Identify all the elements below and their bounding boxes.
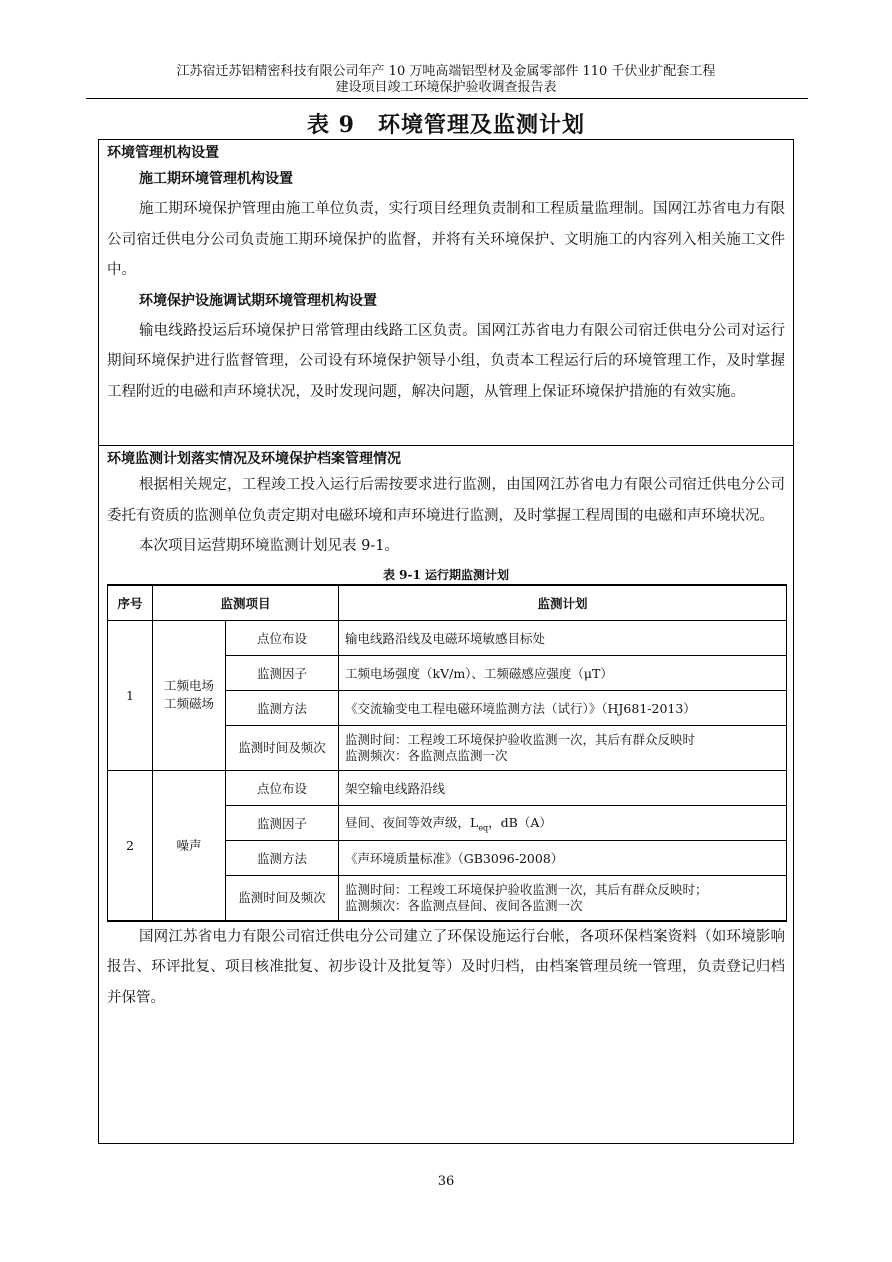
row-label: 点位布设 <box>226 770 339 805</box>
row-value <box>339 875 787 921</box>
row-label: 监测方法 <box>226 840 339 875</box>
page-title: 表 9 环境管理及监测计划 <box>307 112 585 138</box>
header-line-1: 江苏宿迁苏铝精密科技有限公司年产 10 万吨高端铝型材及金属零部件 110 千伏业扩配套工程 <box>176 64 716 79</box>
item-name <box>153 620 226 770</box>
header-plan: 监测计划 <box>339 585 787 621</box>
section-heading: 环境监测计划落实情况及环境保护档案管理情况 <box>107 451 401 467</box>
table-header-row <box>108 585 787 621</box>
row-value-line: 监测频次：各监测点昼间、夜间各监测一次 <box>345 897 583 913</box>
row-value <box>339 725 787 770</box>
row-label: 监测因子 <box>226 805 339 840</box>
content-frame <box>98 139 794 1144</box>
row-value: 架空输电线路沿线 <box>339 770 787 805</box>
row-label: 监测时间及频次 <box>226 725 339 770</box>
section-heading: 环境管理机构设置 <box>107 145 219 161</box>
monitoring-plan-table <box>107 584 787 922</box>
subscript: eq <box>478 823 489 833</box>
row-value-line: 监测时间：工程竣工环境保护验收监测一次，其后有群众反映时 <box>345 731 696 747</box>
header-no: 序号 <box>108 585 153 621</box>
paragraph: 施工期环境保护管理由施工单位负责，实行项目经理负责制和工程质量监理制。国网江苏省电力有限公司宿迁供电分公司负责施工期环境保护的监督，并将有关环境保护、文明施工的内容列入相关施工文件中。 <box>107 201 785 278</box>
row-value <box>339 805 787 840</box>
subheading-commissioning: 环境保护设施调试期环境管理机构设置 <box>139 292 377 309</box>
row-label: 监测时间及频次 <box>226 875 339 921</box>
row-label: 监测因子 <box>226 655 339 690</box>
section-monitoring <box>99 446 793 1143</box>
row-label: 监测方法 <box>226 690 339 725</box>
row-value-text: 昼间、夜间等效声级，L <box>345 814 479 830</box>
row-number: 2 <box>108 770 153 921</box>
item-name: 噪声 <box>153 770 226 921</box>
row-value: 输电线路沿线及电磁环境敏感目标处 <box>339 620 787 655</box>
row-label: 点位布设 <box>226 620 339 655</box>
item-name-line: 工频电场 <box>163 678 214 693</box>
header-divider <box>86 98 808 99</box>
table-row <box>108 620 787 655</box>
row-value-text: ，dB（A） <box>488 814 552 830</box>
paragraph: 输电线路投运后环境保护日常管理由线路工区负责。国网江苏省电力有限公司宿迁供电分公司对运行期间环境保护进行监督管理，公司设有环境保护领导小组，负责本工程运行后的环境管理工作，及时掌握工程附近的电磁和声环境状况，及时发现问题，解决问题，从管理上保证环境保护措施的有效实施。 <box>107 322 785 400</box>
row-number: 1 <box>108 620 153 770</box>
section-management <box>99 140 793 446</box>
row-value-line: 监测时间：工程竣工环境保护验收监测一次，其后有群众反映时； <box>345 881 708 897</box>
paragraph: 本次项目运营期环境监测计划见表 9-1。 <box>139 538 399 554</box>
row-value: 《交流输变电工程电磁环境监测方法（试行）》（HJ681-2013） <box>339 690 787 725</box>
table-caption: 表 9-1 运行期监测计划 <box>382 567 510 582</box>
row-value: 工频电场强度（kV/m）、工频磁感应强度（μT） <box>339 655 787 690</box>
paragraph: 国网江苏省电力有限公司宿迁供电分公司建立了环保设施运行台帐，各项环保档案资料（如环境影响报告、环评批复、项目核准批复、初步设计及批复等）及时归档，由档案管理员统一管理，负责登记归档并保管。 <box>107 928 785 1006</box>
header-line-2: 建设项目竣工环境保护验收调查报告表 <box>335 80 557 95</box>
item-name-line: 工频磁场 <box>163 696 214 711</box>
header-item: 监测项目 <box>153 585 339 621</box>
table-row <box>108 770 787 805</box>
page-number: 36 <box>437 1174 455 1189</box>
paragraph: 根据相关规定，工程竣工投入运行后需按要求进行监测，由国网江苏省电力有限公司宿迁供电分公司委托有资质的监测单位负责定期对电磁环境和声环境进行监测，及时掌握工程周围的电磁和声环境状况。 <box>107 477 785 524</box>
subheading-construction: 施工期环境管理机构设置 <box>139 171 293 187</box>
row-value: 《声环境质量标准》（GB3096-2008） <box>339 840 787 875</box>
row-value-line: 监测频次：各监测点监测一次 <box>345 747 508 763</box>
